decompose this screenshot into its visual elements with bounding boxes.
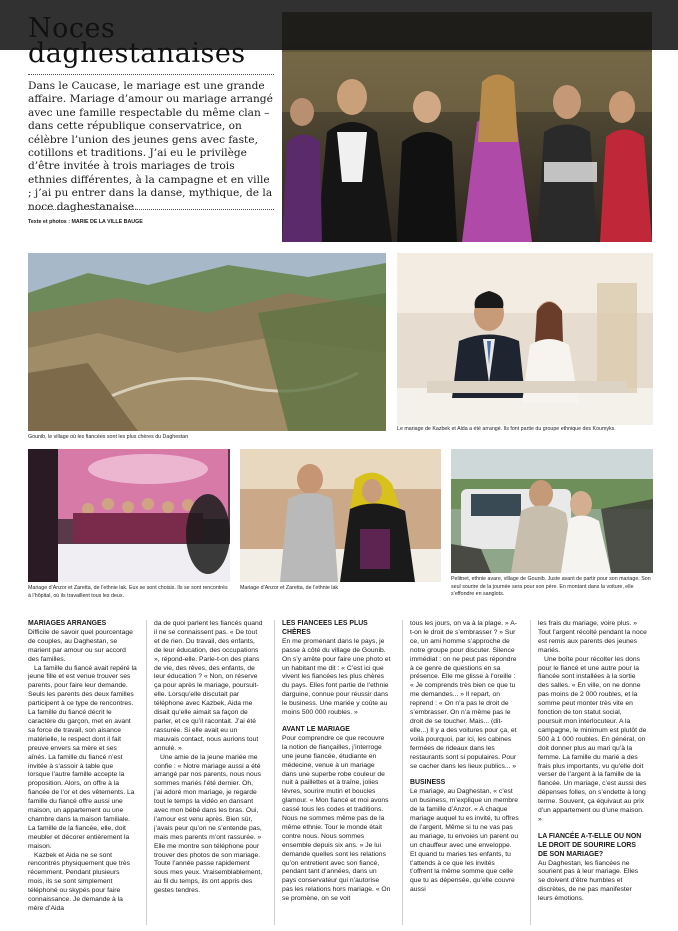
article-column-4: [410, 620, 519, 925]
body-paragraph: Pour comprendre ce que recouvre la notion de fiançailles, j’interroge une jeune fiancée, étudiante en médecine, venue à un mariage dans une superbe robe couleur de nuit à paillettes et à traîne, jolies lèvres, sourire mutin et boucles glamour. « Mon fiancé et moi avons cassé tous les codes et traditions. Nous ne sommes même pas de la même ethnie. Tour le monde était contre nous. Nous sommes ensemble depuis six ans. » Je lui demande quelles sont les relations qu’on entretient avec son fiancé, pendant tant d’années, dans un pays conservateur qui n’autorise pas les relations hors mariage. « On se promène, on se voit: [282, 734, 391, 903]
section-heading: LA FIANCÉE A-T-ELLE OU NON LE DROIT DE SOURIRE LORS DE SON MARIAGE?: [538, 832, 642, 858]
gounib-valley-photo: [28, 253, 386, 431]
section-heading: BUSINESS: [410, 779, 446, 787]
body-paragraph: Une amie de la jeune mariée me confie : « Notre mariage aussi a été arrangé par nos parents, nous nous sommes mariés l’été dernier. Oh, j’ai adoré mon mariage, je regarde tout le temps la vidéo en dansant avec mon bébé dans les bras. Oui, l’amour est venu après. Bien sûr, j’avais peur qu’on ne s’entende pas, mais mes parents m’ont rassurée. » Elle me montre son téléphone pour trouver des photos de son mariage. Toute l’année passe rapidement sous mes yeux. Vraisemblablement, au fil du temps, ils ont appris des gestes tendres.: [154, 753, 263, 895]
article-column-2: [154, 620, 263, 925]
article-column-5: [538, 620, 647, 925]
wedding-hall-caption: Mariage d’Anzor et Zaretta, de l’ethnie lak. Eux se sont choisis. Ils se sont rencontrés à l’hôpital, où ils travaillent tous les deux.: [28, 585, 228, 599]
body-paragraph: Kazbek et Aida ne se sont rencontrés physiquement que très récemment. Pendant plusieurs mois, ils se sont simplement téléphoné ou skypés pour faire connaissance. Je demande à la mère d’Aida: [28, 851, 131, 912]
body-paragraph: les frais du mariage, voire plus. » Tout l’argent récolté pendant la noce est remis aux parents des jeunes mariés.: [538, 620, 647, 654]
couple-caption: Le mariage de Kazbek et Aida a été arrangé. Ils font partie du groupe ethnique des Koumyks.: [397, 426, 616, 432]
section-heading: MARIAGES ARRANGÉS: [28, 620, 107, 627]
title-divider: [28, 74, 274, 75]
body-paragraph: En me promenant dans le pays, je passe à côté du village de Gounib. On s’y arrête pour faire une photo et un habitant me dit : « C’est ici que vivent les fiancées les plus chères du pays. Elles font partie de l’ethnie darguine, connue pour réussir dans le business. Une mariée y coûte au moins 500 000 roubles. »: [282, 637, 391, 717]
section-heading: AVANT LE MARIAGE: [282, 725, 350, 733]
body-paragraph: Une boîte pour récolter les dons pour le fiancé et une autre pour la fiancée sont installées à la sortie des salles. « En ville, on ne donne pas moins de 2 000 roubles, et la somme peut monter très vite en fonction de ton statut social, poursuit mon interlocuteur. A la campagne, le minimum est plutôt de 500 à 1 000 roubles. En général, on doit donner plus au mari qu’à la femme. La famille du marié a des frais plus importants, vu qu’elle doit verser de l’argent à la famille de la fiancée. Un mariage, c’est aussi des dépenses folles, on s’endette à long terme. Souvent, ça équivaut au prix d’un appartement ou d’une maison. »: [538, 655, 647, 823]
body-paragraph: da de quoi parlent les fiancés quand il ne se connaissent pas. « De tout et de rien. Du travail, des enfants, de leur éducation, des occupations », répond-elle. Parle-t-on des plans de vie, des rêves, des enfants, de leur éducation ? « Non, on réserve ça pour après le mariage, poursuit-elle. Lorsqu’elle discutait par téléphone avec Kazbek, Aida me disait qu’elle aimait sa façon de parler, et ce qu’il racontait. J’ai été rassurée. Si elle avait eu un mauvais contact, nous aurions tout annulé. »: [154, 620, 263, 752]
body-paragraph: tous les jours, on va à la plage. » A-t-on le droit de s’embrasser ? » Sur ce, un ami homme s’approche de notre groupe pour discuter. Silence immédiat : on ne peut pas répondre à ce genre de questions en sa présence. Elle me glisse à l’oreille : « Je comprends très bien ce que tu me demandes... » Il repart, on reprend : « On n’a pas le droit de s’embrasser. On n’a même pas le droit de se toucher. Mais... (dit-elle...) Il y a des voitures pour ça, et voilà pourquoi, par ici, les cabines fermées de rideaux dans les restaurants sont si populaires. Pour se cacher dans les lieux publics... »: [410, 620, 517, 770]
kazbek-aida-photo: [397, 253, 653, 425]
column-rule: [146, 620, 147, 925]
gounib-car-photo: [451, 449, 653, 573]
column-rule: [402, 620, 403, 925]
body-paragraph: La famille du fiancé avait repéré la jeune fille et est venue trouver ses parents, pour faire leur demande. Seuls les parents des deux familles participent à ce type de rencontres. La famille du fiancé décrit le caractère du garçon, met en avant sa force de travail, son aisance matérielle, le respect dont il fait preuve envers sa mère et ses aînés. La famille du fiancé n’est invitée à s’assoir à table que lorsque l’autre famille accepte la proposition. Alors, on offre à la fiancée de l’or et des vêtements. La famille du fiancé offre aussi une maison, un appartement ou une chambre dans la maison familiale. La famille de la fiancée, elle, doit meubler et décorer entièrement la maison.: [28, 664, 137, 850]
landscape-caption: Gounib, le village où les fiancées sont les plus chères du Daghestan: [28, 434, 189, 440]
car-caption: Pelitnet, ethnie avare, village de Gounib. Juste avant de partir pour son mariage. Son seul sourire de la journée sera pour son père. En montant dans la voiture, elle s’effondre en sanglots.: [451, 576, 651, 598]
article-intro: Dans le Caucase, le mariage est une grande affaire. Mariage d’amour ou mariage arrangé avec une famille respectable du même clan – dans cette république conservatrice, on célèbre l’union des jeunes gens avec faste, cotillons et traditions. J’ai eu le privilège d’être invitée à trois mariages de trois ethnies différentes, à la campagne et en ville ; j’ai pu entrer dans la danse, mythique, de la noce daghestanaise.: [28, 80, 273, 213]
hug-caption: Mariage d’Anzor et Zaretta, de l’ethnie lak: [240, 585, 339, 591]
column-rule: [530, 620, 531, 925]
article-column-3: [282, 620, 391, 925]
anzor-zaretta-photo: [240, 449, 441, 582]
wedding-hall-photo: [28, 449, 230, 582]
article-title: Noces daghestanaises: [28, 13, 246, 69]
section-heading: LES FIANCÉES LES PLUS CHÈRES: [282, 620, 368, 636]
body-paragraph: Difficile de savoir quel pourcentage de couples, au Daghestan, se marient par amour ou sur accord des familles.: [28, 628, 133, 663]
article-credit: Texte et photos : MARIE DE LA VILLE BAUGE: [28, 219, 143, 225]
article-column-1: [28, 620, 137, 925]
intro-divider: [28, 209, 274, 210]
body-paragraph: Au Daghestan, les fiancées ne sourient pas à leur mariage. Elles se doivent d’être humbles et discrètes, de ne pas manifester leurs émotions.: [538, 859, 639, 903]
column-rule: [274, 620, 275, 925]
body-paragraph: Le mariage, au Daghestan, « c’est un business, m’explique un membre de la famille d’Anzor. « A chaque mariage auquel tu es invité, tu offres de l’argent. Même si tu ne vas pas au mariage, tu envoies un parent ou un chauffeur avec une enveloppe. Et quand tu maries tes enfants, tu t’attends à ce que les invités t’offrent la même somme que celle que tu as dépensée, qu’elle couvre aussi: [410, 788, 519, 894]
